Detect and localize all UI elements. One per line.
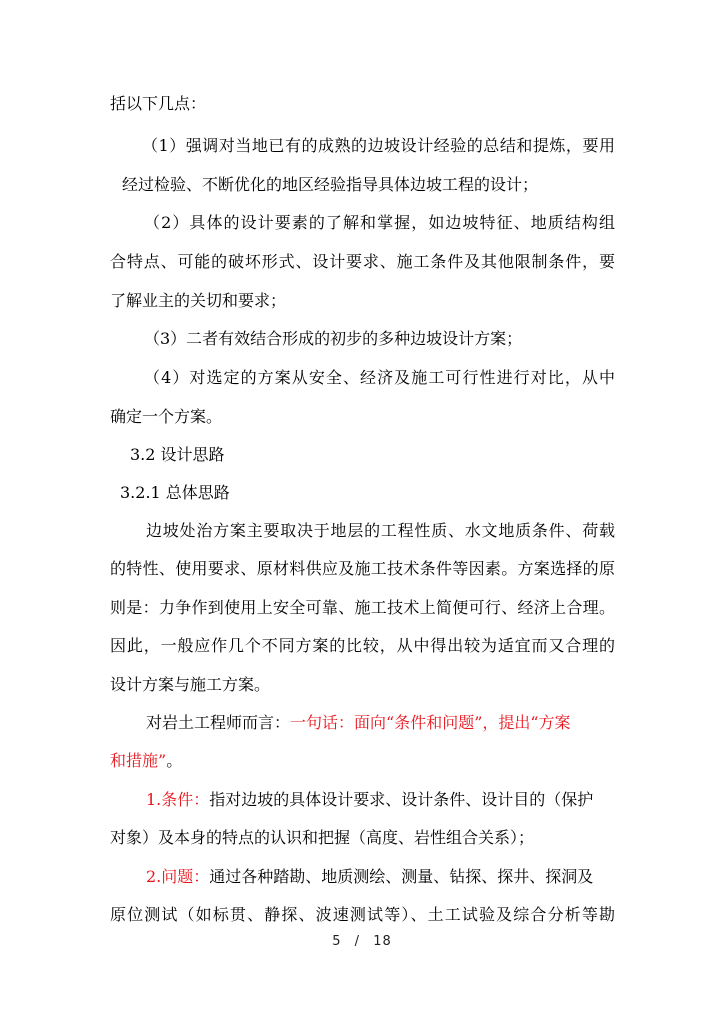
emphasis-line <box>146 713 615 733</box>
list-item-1-line-2: 经过检验、不断优化的地区经验指导具体边坡工程的设计； <box>122 175 539 194</box>
problems-label: 2.问题： <box>146 867 210 886</box>
emphasis-highlight: 一句话：面向“条件和问题”，提出“方案 <box>290 713 571 732</box>
emphasis-intro: 对岩土工程师而言： <box>146 713 291 732</box>
problems-line-2: 原位测试（如标贯、静探、波速测试等）、土工试验及综合分析等勘 <box>110 905 615 924</box>
paragraph-line: 边坡处治方案主要取决于地层的工程性质、水文地质条件、荷载 <box>146 521 615 540</box>
list-item-3: （3）二者有效结合形成的初步的多种边坡设计方案； <box>144 329 523 348</box>
list-item-4-line-2: 确定一个方案。 <box>110 407 223 426</box>
list-item-2-line-3: 了解业主的关切和要求； <box>110 291 287 310</box>
page-number <box>0 934 724 949</box>
subsection-heading: 3.2.1 总体思路 <box>120 483 230 502</box>
text-line: 括以下几点： <box>110 94 207 113</box>
page-separator: / <box>354 934 361 949</box>
conditions-text: 指对边坡的具体设计要求、设计条件、设计目的（保护 <box>209 790 594 809</box>
problems-line <box>146 867 615 887</box>
problems-text: 通过各种踏勘、地质测绘、测量、钻探、探井、探洞及 <box>209 867 594 886</box>
paragraph-line: 的特性、使用要求、原材料供应及施工技术条件等因素。方案选择的原 <box>110 559 615 578</box>
paragraph-line: 则是：力争作到使用上安全可靠、施工技术上简便可行、经济上合理。 <box>110 598 615 617</box>
paragraph-line: 设计方案与施工方案。 <box>110 675 271 694</box>
list-item-1-line-1: （1）强调对当地已有的成熟的边坡设计经验的总结和提炼，要用 <box>142 136 615 155</box>
section-heading: 3.2 设计思路 <box>130 445 225 464</box>
conditions-label: 1.条件： <box>146 790 210 809</box>
list-item-2-line-2: 合特点、可能的破坏形式、设计要求、施工条件及其他限制条件，要 <box>110 252 615 271</box>
conditions-line <box>146 790 615 810</box>
page-current: 5 <box>332 934 342 949</box>
paragraph-line: 因此，一般应作几个不同方案的比较，从中得出较为适宜而又合理的 <box>110 636 615 655</box>
page-total: 18 <box>373 934 392 949</box>
list-item-4-line-1: （4）对选定的方案从安全、经济及施工可行性进行对比，从中 <box>144 368 615 387</box>
emphasis-end: 。 <box>166 751 183 770</box>
conditions-line-2: 对象）及本身的特点的认识和把握（高度、岩性组合关系）； <box>110 828 535 847</box>
list-item-2-line-1: （2）具体的设计要素的了解和掌握，如边坡特征、地质结构组 <box>144 213 615 232</box>
emphasis-line-2 <box>110 751 615 771</box>
emphasis-highlight-cont: 和措施” <box>110 751 167 770</box>
